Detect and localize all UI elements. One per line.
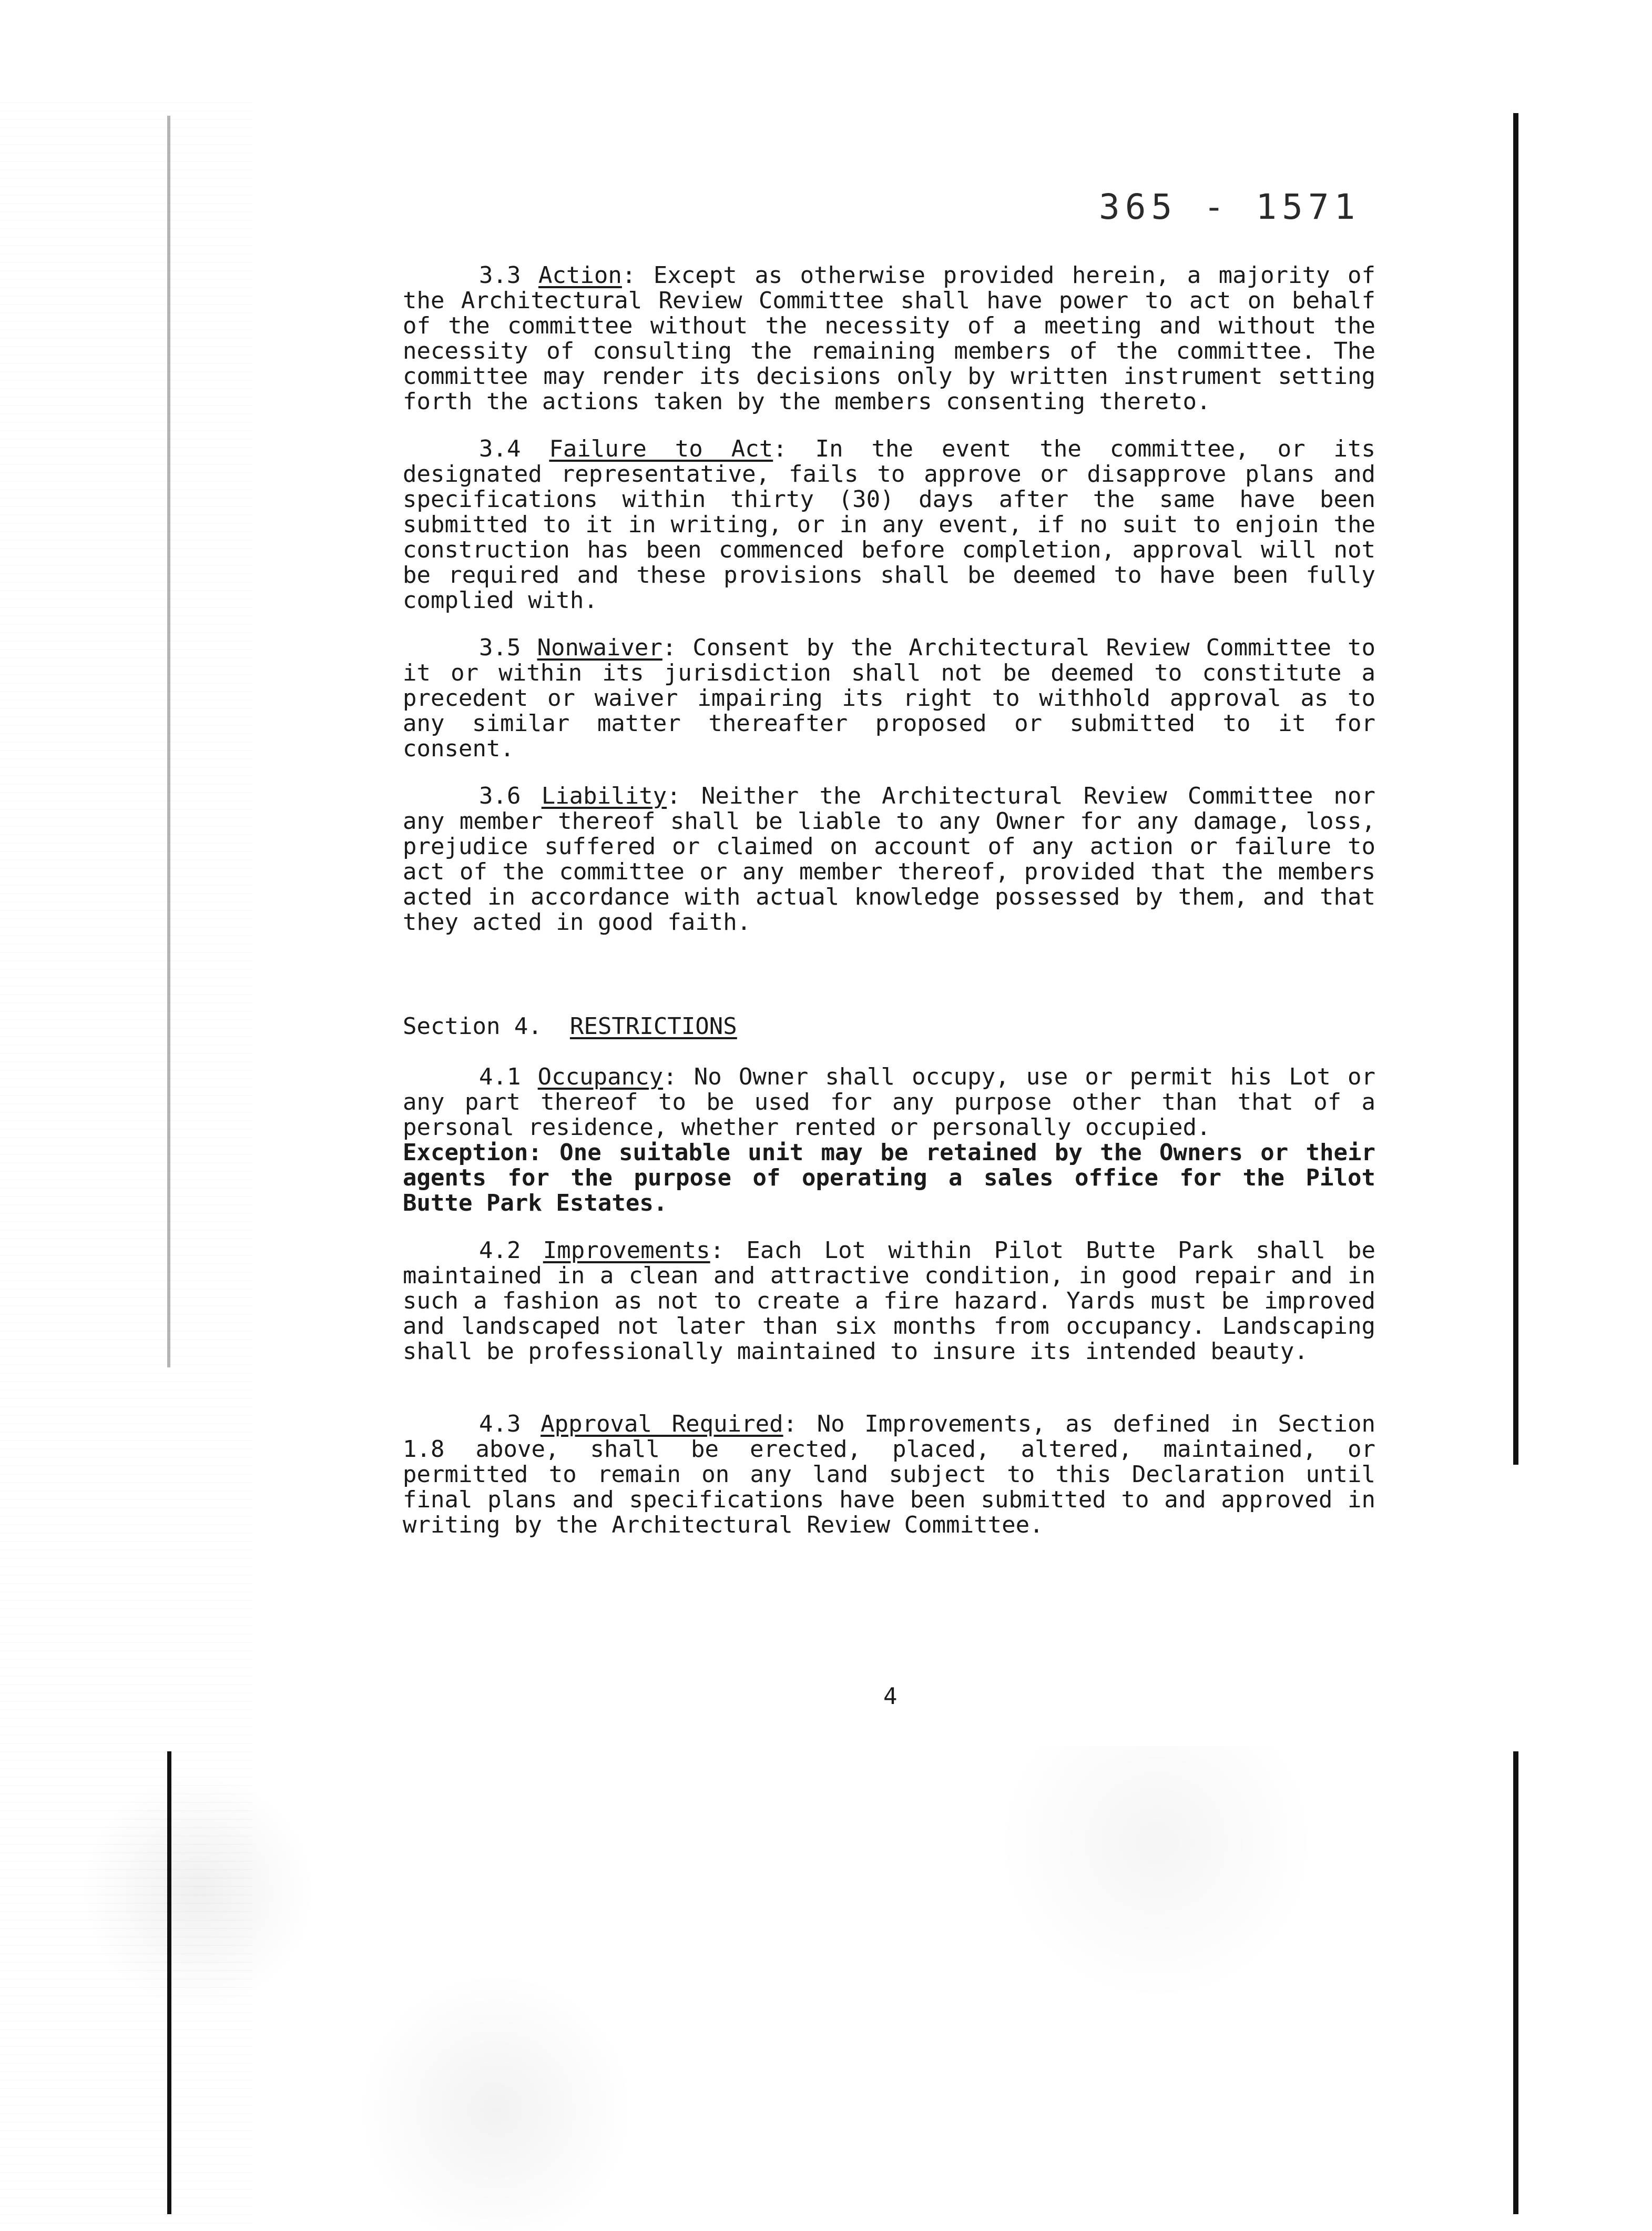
section-number: 4.3 xyxy=(479,1411,521,1437)
section-3-5 xyxy=(403,635,1375,762)
section-text: : Each Lot within Pilot Butte Park shall be maintained in a clean and attractive condition, in good repair and in such a fashion as not to create a fire hazard. Yards must be improved and landscaped not later than six months from occupancy. Landscaping shall be professionally maintained to insure its intended beauty. xyxy=(403,1237,1375,1365)
section-3-6 xyxy=(403,784,1375,935)
left-border-line xyxy=(167,116,170,1367)
section-title: Nonwaiver xyxy=(537,634,662,661)
book-page-number: 365 - 1571 xyxy=(1099,187,1361,227)
section-number: 4.1 xyxy=(479,1063,521,1090)
section-title: Improvements xyxy=(543,1237,710,1264)
section-number: 3.6 xyxy=(479,783,521,809)
section-3-3 xyxy=(403,263,1375,414)
section-title: Action xyxy=(538,262,622,289)
section-text: : No Improvements, as defined in Section 1.8 above, shall be erected, placed, altered, maintained, or permitted to remain on any land subject to this Declaration until final plans and specifications have been submitted to and approved in writing by the Architectural Review Committee. xyxy=(403,1411,1375,1538)
section-title: Approval Required xyxy=(541,1411,783,1437)
right-border-line-lower xyxy=(1513,1751,1518,2214)
document-body xyxy=(403,263,1375,1560)
right-border-line xyxy=(1513,113,1518,1465)
section-text: : Neither the Architectural Review Committee nor any member thereof shall be liable to any Owner for any damage, loss, prejudice suffered or claimed on account of any action or failure to act of the committee or any member thereof, provided that the members acted in accordance with actual knowledge possessed by them, and that they acted in good faith. xyxy=(403,783,1375,936)
section-number: 4.2 xyxy=(479,1237,521,1264)
section-title: Occupancy xyxy=(537,1063,664,1090)
page-number: 4 xyxy=(883,1683,898,1710)
section-text: : In the event the committee, or its designated representative, fails to approve or disapprove plans and specifications within thirty (30) days after the same have been submitted to it in writing, or in any event, if no suit to enjoin the construction has been commenced before completion, approval will not be required and these provisions shall be deemed to have been fully complied with. xyxy=(403,435,1375,614)
exception-text: Exception: One suitable unit may be retained by the Owners or their agents for the purpose of operating a sales office for the Pilot Butte Park Estates. xyxy=(403,1139,1375,1216)
section-3-4 xyxy=(403,437,1375,613)
scan-bottom-noise xyxy=(0,1746,1652,2231)
section-label: Section 4. xyxy=(403,1013,542,1040)
section-4-heading xyxy=(403,1014,1375,1039)
section-number: 3.3 xyxy=(479,262,521,289)
section-title: Liability xyxy=(541,783,667,809)
section-4-1 xyxy=(403,1064,1375,1216)
section-heading-title: RESTRICTIONS xyxy=(569,1013,737,1040)
section-4-2 xyxy=(403,1238,1375,1364)
section-4-3 xyxy=(403,1412,1375,1538)
section-title: Failure to Act xyxy=(549,435,773,462)
section-number: 3.4 xyxy=(479,435,521,462)
section-text: : Consent by the Architectural Review Committee to it or within its jurisdiction shall not be deemed to constitute a precedent or waiver impairing its right to withhold approval as to any similar matter thereafter proposed or submitted to it for consent. xyxy=(403,634,1375,762)
section-text: : Except as otherwise provided herein, a majority of the Architectural Review Committee shall have power to act on behalf of the committee without the necessity of a meeting and without the necessity of consulting the remaining members of the committee. The committee may render its decisions only by written instrument setting forth the actions taken by the members consenting thereto. xyxy=(403,262,1375,415)
left-border-line-lower xyxy=(167,1751,171,2214)
section-text: : No Owner shall occupy, use or permit his Lot or any part thereof to be used for any purpose other than that of a personal residence, whether rented or personally occupied. xyxy=(403,1063,1375,1141)
section-number: 3.5 xyxy=(479,634,521,661)
